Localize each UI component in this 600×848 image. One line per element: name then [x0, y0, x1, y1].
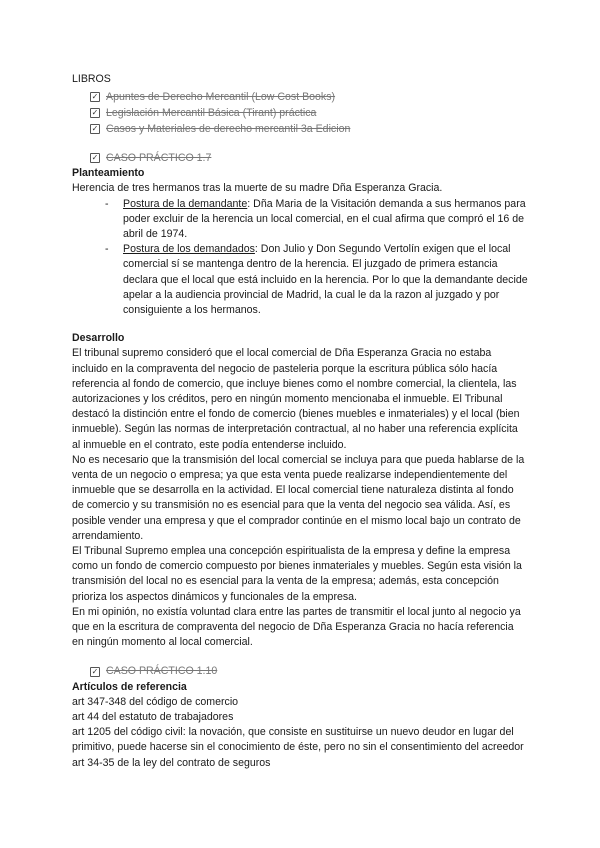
- checklist-item-label: Casos y Materiales de derecho mercantil 3a Edicion: [106, 122, 351, 135]
- postura-demandante-text: : Dña Maria de la Visitación demanda a sus hermanos para poder excluir de la herencia un local comercial, en el cual afirma que compró el 16 de abril de 1974.: [123, 197, 526, 241]
- caso-label: CASO PRÁCTICO 1.10: [106, 664, 218, 677]
- postura-list: [72, 197, 528, 319]
- articulo-line: art 1205 del código civil: la novación, que consiste en sustituirse un nuevo deudor en lugar del primitivo, puede hacerse sin el conocimiento de éste, pero no sin el consentimiento del acreedor: [72, 726, 524, 754]
- postura-demandados-label: Postura de los demandados: [123, 243, 255, 256]
- postura-demandados-text: : Don Julio y Don Segundo Vertolín exigen que el local comercial sí se mantenga dentro de la herencia. El juzgado de primera estancia declara que el local que está incluido en la herencia. Por lo que la demandante decide apelar a la audiencia provincial de Madrid, la cual le da la razon al juzgado y por consiguiente a los hermanos.: [123, 243, 528, 317]
- desarrollo-paragraph: El tribunal supremo consideró que el local comercial de Dña Esperanza Gracia no estaba incluido en la compraventa del negocio de pasteleria porque la escritura pública sólo hacía referencia al fondo de comercio, que incluye bienes como el nombre comercial, la clientela, las autorizaciones y los créditos, pero en ningún momento mencionaba el inmueble. El Tribunal destacó la distinción entre el fondo de comercio (bienes muebles e inmateriales) y el local (bien inmueble). Según las normas de interpretación contractual, al no haber una referencia explícita al inmueble en el contrato, este podía entenderse incluido.: [72, 347, 520, 451]
- caso-label: CASO PRÁCTICO 1.7: [106, 151, 212, 164]
- libros-title: LIBROS: [72, 73, 111, 85]
- checklist-item-label: Apuntes de Derecho Mercantil (Low Cost Books): [106, 90, 336, 103]
- checklist-item[interactable]: [90, 121, 528, 137]
- planteamiento-intro: Herencia de tres hermanos tras la muerte de su madre Dña Esperanza Gracia.: [72, 182, 443, 195]
- list-item: [108, 197, 528, 243]
- articulo-line: art 347-348 del código de comercio: [72, 695, 239, 708]
- document-page: [72, 72, 528, 771]
- postura-demandante-label: Postura de la demandante: [123, 197, 248, 210]
- desarrollo-paragraph: No es necesario que la transmisión del local comercial se incluya para que pueda hablarse de la venta de un negocio o empresa; ya que esta venta puede realizarse independientemente del inmueble que se desarrolla en la actividad. El local comercial tiene naturaleza distinta al fondo de comercio y su transmisión no es esencial para que la venta del negocio sea válida. Así, es posible vender una empresa y que el comprador continúe en el mismo local bajo un contrato de arrendamiento.: [72, 453, 525, 542]
- checkbox-checked-icon[interactable]: ✓: [91, 153, 99, 163]
- checkbox-checked-icon[interactable]: ✓: [91, 92, 99, 102]
- planteamiento-heading: Planteamiento: [72, 167, 145, 180]
- checkbox-checked-icon[interactable]: ✓: [91, 108, 99, 118]
- articulos-heading: Artículos de referencia: [72, 680, 187, 693]
- caso-checklist-item[interactable]: [90, 150, 528, 166]
- desarrollo-paragraph: El Tribunal Supremo emplea una concepción espiritualista de la empresa y define la empresa como un fondo de comercio compuesto por bienes inmateriales y muebles. Según esta visión la transmisión del local no es esencial para la venta de la empresa; además, esta concepción prioriza los aspectos dinámicos y funcionales de la empresa.: [72, 545, 522, 603]
- desarrollo-paragraph: En mi opinión, no existía voluntad clara entre las partes de transmitir el local junto al negocio ya que en la escritura de compraventa del negocio de Dña Esperanza Gracia no hacía referencia en ningún momento al local comercial.: [72, 605, 521, 649]
- checklist-item[interactable]: [90, 89, 528, 105]
- articulo-line: art 34-35 de la ley del contrato de seguros: [72, 756, 271, 769]
- articulo-line: art 44 del estatuto de trabajadores: [72, 710, 234, 723]
- checkbox-checked-icon[interactable]: ✓: [91, 124, 99, 134]
- desarrollo-heading: Desarrollo: [72, 332, 125, 345]
- caso-checklist-item[interactable]: [90, 664, 528, 680]
- list-item: [108, 242, 528, 318]
- checklist-item-label: Legislación Mercantil Básica (Tirant) práctica: [106, 106, 317, 119]
- checklist-item[interactable]: [90, 105, 528, 121]
- checkbox-checked-icon[interactable]: ✓: [91, 666, 99, 676]
